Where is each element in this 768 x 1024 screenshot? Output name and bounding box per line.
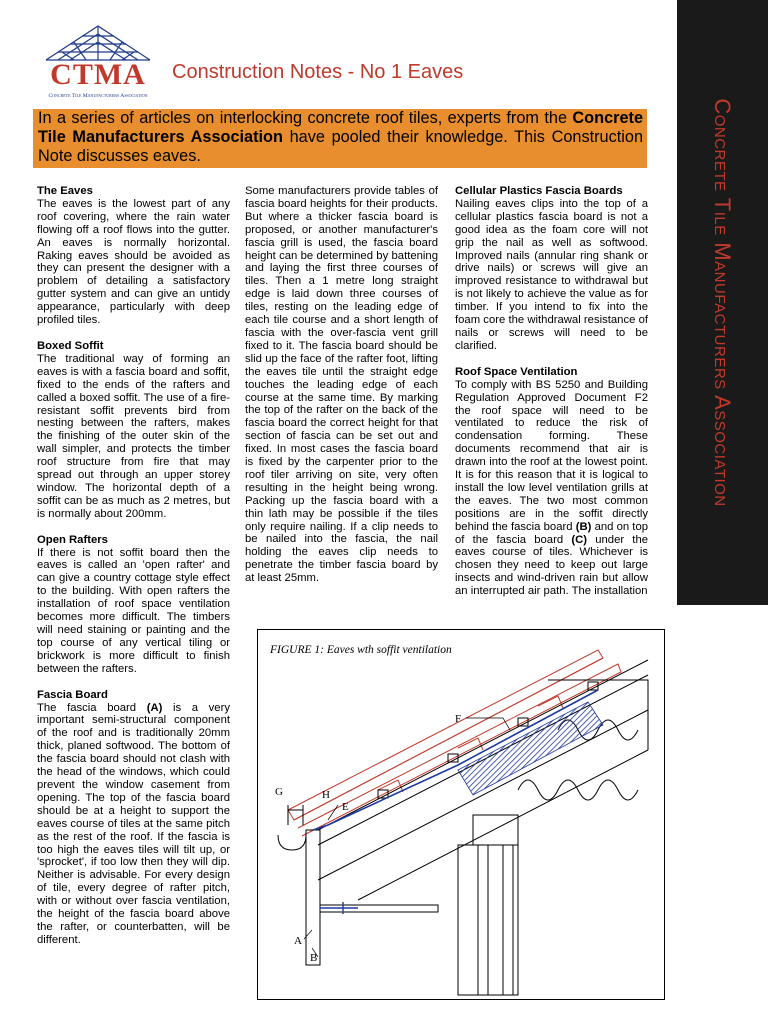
- logo-subtitle: Concrete Tile Manufacturers Association: [48, 93, 148, 99]
- label-b-fig: B: [310, 952, 318, 964]
- heading-cellular: Cellular Plastics Fascia Boards: [455, 185, 623, 197]
- heading-fascia-board: Fascia Board: [37, 688, 108, 701]
- column-2: [245, 185, 438, 585]
- page-title: Construction Notes - No 1 Eaves: [172, 61, 464, 83]
- label-c: (C): [571, 533, 588, 546]
- vent-body-3: under the eaves course of tiles. Whichever is chosen they need to keep out large insects and wind-driven rain but allow an interrupted air path. The installation: [455, 533, 649, 598]
- heading-eaves: The Eaves: [37, 185, 93, 197]
- fascia-pre: The fascia board: [37, 701, 137, 714]
- label-a: (A): [146, 701, 163, 714]
- vent-body-1: To comply with BS 5250 and Building Regulation Approved Document F2 the roof space will need to be ventilated to reduce the risk of condensation forming. These documents recommend that air is drawn into the roof at the lowest point. It is for this reason that it is logical to install the low level ventilation grills at the eaves. The two most common positions are in the soffit directly behind the fascia board: [455, 378, 648, 533]
- body-fascia-board: [37, 702, 230, 947]
- column-3: [455, 185, 648, 598]
- roof-tiles: [288, 650, 621, 836]
- label-f: F: [455, 713, 462, 725]
- vent-body-2: and on top of the fascia board: [455, 520, 649, 546]
- body-open-rafters: If there is not soffit board then the eaves is called an 'open rafter' and can give a country cottage style effect to the building. With open rafters the installation of roof space ventilation becomes more difficult. The timbers will need staining or painting and the top course of any vertical tiling or brickwork is more difficult to finish between the rafters.: [37, 546, 230, 675]
- sidebar-banner: [677, 0, 768, 605]
- label-b: (B): [575, 520, 592, 533]
- label-g: G: [275, 786, 283, 798]
- intro-text: In a series of articles on interlocking concrete roof tiles, experts from the: [38, 109, 568, 127]
- heading-open-rafters: Open Rafters: [37, 533, 108, 546]
- body-ventilation: [455, 379, 648, 598]
- fascia-body: is a very important semi-structural component of the roof and is traditionally 20mm thick, planed softwood. The bottom of the fascia board should not clash with the head of the windows, which could prevent the window casement from opening. The top of the fascia board should be at a height to support the eaves course of tiles at the same pitch as the rest of the roof. If the fascia is too high the eaves tiles will tilt up, or 'sprocket', if too low then they will dip. Neither is advisable. For every design of tile, every degree of rafter pitch, with or without over fascia ventilation, the height of the fascia board above the rafter, or counterbatten, will be different.: [37, 701, 230, 946]
- body-fascia-heights: Some manufacturers provide tables of fascia board heights for their products. But where a thicker fascia board is proposed, or another manufacturer's fascia grill is used, the fascia board height can be determined by battening and laying the first three courses of tiles. Then a 1 metre long straight edge is laid down three courses of tiles, resting on the leading edge of each tile course and a short length of fascia with the over-fascia vent grill fixed to it. The fascia board should be slid up the face of the rafter foot, lifting the eaves tile until the straight edge touches the leading edge of each course at the same time. By marking the top of the rafter on the back of the fascia board the correct height for that section of fascia can be set out and fixed. In most cases the fascia board is fixed by the carpenter prior to the roof tiler arriving on site, very often resulting in the height being wrong. Packing up the fascia board with a thin lath may be possible if the tiles only require nailing. If a clip needs to be nailed into the fascia, the nail holding the eaves clip needs to penetrate the timber fascia board by at least 25mm.: [245, 185, 438, 585]
- figure-caption: FIGURE 1: Eaves wth soffit ventilation: [270, 644, 452, 656]
- body-eaves: The eaves is the lowest part of any roof covering, where the rain water flowing off a roof flows into the gutter. An eaves is normally horizontal. Raking eaves should be avoided as they can present the designer with a problem of detailing a satisfactory gutter system and can give an untidy appearance, particularly with deep profiled tiles.: [37, 197, 230, 327]
- logo-wordmark: CTMA: [50, 58, 146, 91]
- eaves-section-drawing: [258, 630, 666, 1001]
- body-boxed-soffit: The traditional way of forming an eaves is with a fascia board and soffit, fixed to the ends of the rafters and called a boxed soffit. The use of a fire-resistant soffit prevents bird from nesting between the rafters, makes the finishing of the outer skin of the wall simpler, and protects the timber roof structure from fire that may spread out through an upper storey window. The horizontal depth of a soffit can be as much as 2 metres, but is normally about 200mm.: [37, 352, 230, 520]
- label-e: E: [342, 801, 349, 813]
- intro-text-end: have pooled their knowledge. This Construction Note discusses eaves.: [38, 128, 644, 165]
- intro-banner: [33, 109, 647, 168]
- label-a-fig: A: [294, 935, 302, 947]
- ctma-logo: [38, 22, 158, 106]
- column-1: [37, 185, 230, 947]
- body-cellular: Nailing eaves clips into the top of a cellular plastics fascia board is not a good idea as the foam core will not grip the nail as well as softwood. Improved nails (annular ring shank or drive nails) or screws will give an improved resistance to withdrawal but is not likely to achieve the value as for timber. If you intend to fix into the foam core the withdrawal resistance of nails or screws will need to be clarified.: [455, 197, 648, 352]
- roof-lattice-icon: [38, 22, 158, 62]
- intro-org-name: Concrete Tile Manufacturers Association: [38, 109, 643, 146]
- sidebar-title: Concrete Tile Manufacturers Association: [710, 98, 736, 507]
- figure-eaves-diagram: [257, 629, 665, 1000]
- heading-boxed-soffit: Boxed Soffit: [37, 339, 104, 352]
- heading-ventilation: Roof Space Ventilation: [455, 365, 578, 378]
- label-h: H: [322, 789, 330, 801]
